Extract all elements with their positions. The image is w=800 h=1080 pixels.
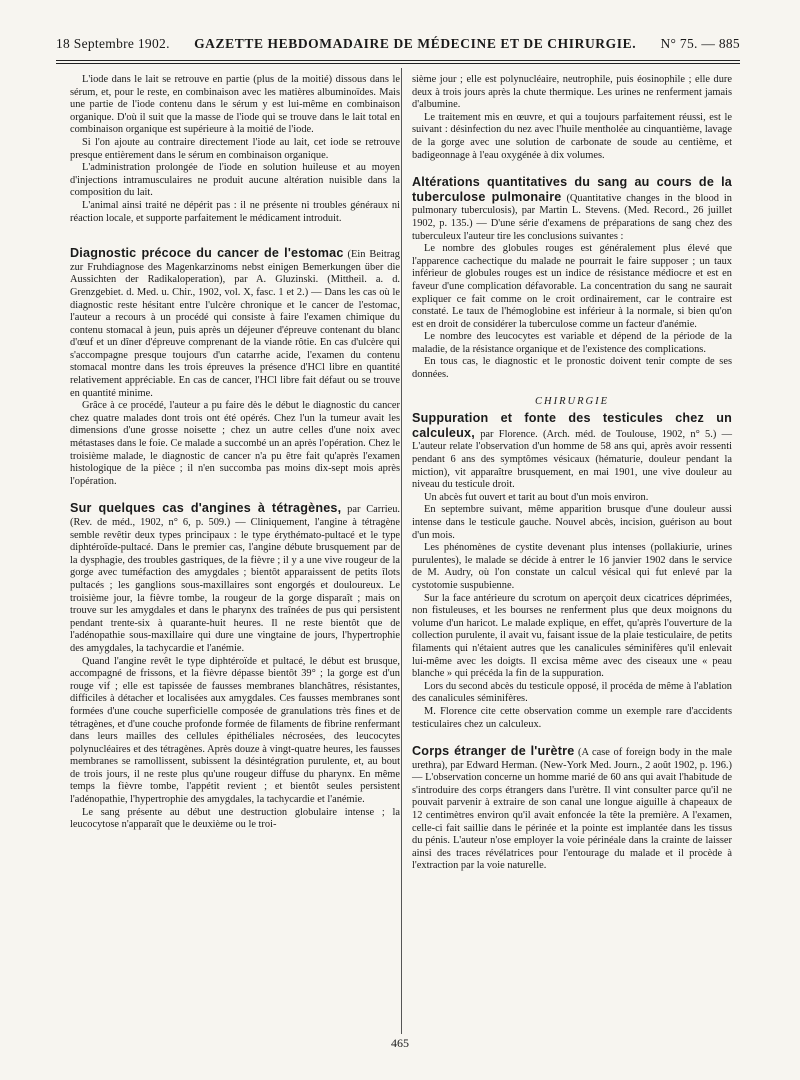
article-lead: par Florence. (Arch. méd. de Toulouse, 1902, n° 5.) — L'auteur relate l'observation d'un homme de 58 ans qui, après avoir ressenti pendant 6 ans des symptômes vésicaux (hématurie, douleur pendant la miction), vit apparaître brusquement, en mai 1901, une vive douleur au niveau du testicule droit.	[412, 428, 732, 491]
header-issue-number: N° 75. — 885	[660, 36, 740, 51]
section-rubric-chirurgie: CHIRURGIE	[535, 395, 609, 407]
article-urethra-foreign-body	[412, 745, 732, 873]
paragraph: Lors du second abcès du testicule opposé, il procéda de même à l'ablation des canalicules séminifères.	[412, 680, 732, 705]
article-blood-tuberculosis	[412, 176, 732, 382]
article-title: Sur quelques cas d'angines à tétragènes,	[70, 501, 342, 516]
running-header	[56, 36, 740, 58]
paragraph: Si l'on ajoute au contraire directement l'iode au lait, cet iode se retrouve presque entièrement dans le sérum en combinaison organique.	[70, 136, 400, 161]
article-title: Corps étranger de l'urètre	[412, 744, 575, 759]
paragraph: L'administration prolongée de l'iode en solution huileuse et au moyen d'injections intramusculaires ne produit aucune altération nuisible dans la composition du lait.	[70, 162, 400, 199]
paragraph: L'animal ainsi traité ne dépérit pas : il ne présente ni troubles généraux ni réaction locale, et supporte parfaitement le médicament introduit.	[70, 199, 400, 224]
article-tetragenes-angina	[70, 502, 400, 831]
article-lead: par Carrieu. (Rev. de méd., 1902, n° 6, p. 509.) — Cliniquement, l'angine à tétragène semble revêtir deux types principaux : le type érythémato-pultacé et le type diphtéroïde-pultacé. Dans le premier cas, l'angine débute brusquement par de la dysphagie, des troubles gastriques, de la fièvre ; il y a une vive rougeur de la gorge avec tuméfaction des amygdales ; bientôt apparaissent de petits îlots pultacés ; les ganglions sous-maxillaires sont engorgés et douloureux. Le troisième jour, la fièvre tombe, la rougeur de la gorge disparaît ; mais on trouve sur les amygdales et dans le pharynx des traînées de pus qui persistent pendant trente-six à quarante-huit heures. Il ne reste bientôt que de l'adénopathie sous-maxillaire qui dure une vingtaine de jours, l'hypertrophie des amygdales, la tachycardie et l'anémie.	[70, 504, 400, 654]
paragraph: Le nombre des globules rouges est généralement plus élevé que l'apparence cachectique du malade ne pourrait le faire supposer ; un taux inférieur de globules rouges est un indice de résistance médiocre et est en faveur d'une complication défavorable. La concentration du sang ne saurait expliquer ce fait comme on le croit ordinairement, car le contraire est constaté. Le taux de l'hémoglobine est inférieur à la normale, si bien qu'on est en droit de considérer la tuberculose comme un facteur d'anémie.	[412, 243, 732, 330]
article-gastric-cancer	[70, 247, 400, 488]
column-divider	[401, 68, 402, 1034]
article-testicles-suppuration	[412, 412, 732, 731]
article-title: Diagnostic précoce du cancer de l'estomac	[70, 246, 344, 261]
paragraph: L'iode dans le lait se retrouve en partie (plus de la moitié) dissous dans le sérum, et, pour le reste, en combinaison avec les matières albuminoïdes. Mais une partie de l'iode contenu dans le sérum y est lui-même en combinaison organique. D'où il suit que la masse de l'iode qui se trouve dans le lait total en combinaison organique est supérieure à la moitié de l'iode.	[70, 74, 400, 136]
paragraph: Le traitement mis en œuvre, et qui a toujours parfaitement réussi, est le suivant : désinfection du nez avec l'huile mentholée au cinquantième, lavage de la gorge avec une solution de carbonate de soude au centième, et badigeonnage à l'eau oxygénée à dix volumes.	[412, 111, 732, 161]
paragraph: Quand l'angine revêt le type diphtéroïde et pultacé, le début est brusque, accompagné de frissons, et la fièvre dépasse bientôt 39° ; la gorge est d'un rouge vif ; elle est tapissée de fausses membranes blanchâtres, résistantes, difficiles à détacher et localisées aux amygdales. Ces fausses membranes sont formées d'une couche superficielle composée de granulations très fines et de tétragènes, et d'une couche profonde formée de filaments de fibrine renfermant dans leurs mailles des cellules épithéliales nécrosées, des leucocytes polynucléaires et des tétragènes. Après douze à vingt-quatre heures, les fausses membranes se ramollissent, subissent la désintégration purulente, et, au bout de trois jours, il ne reste plus qu'une rougeur diffuse du pharynx. En même temps la fièvre tombe, l'appétit revient ; et bientôt seules persistent l'adénopathie, l'hypertrophie des amygdales, la tachycardie et l'anémie.	[70, 655, 400, 806]
article-lead: (Quantitative changes in the blood in pulmonary tuberculosis), par Martin L. Stevens. (Med. Record., 26 juillet 1902, p. 135.) — D'une série d'examens de préparations de sang chez des tuberculeux l'auteur tire les conclusions suivantes :	[412, 192, 732, 242]
article-lead: (Ein Beitrag zur Fruhdiagnose des Magenkarzinoms nebst einigen Bemerkungen über die Aussichten der Radikaloperation), par A. Gluzinski. (Mittheil. a. d. Grenzgebiet. d. Med. u. Chir., 1902, vol. X, fasc. 1 et 2.) — Dans les cas où le diagnostic reste hésitant entre l'ulcère chronique et le cancer de l'estomac, l'auteur a recours à un procédé qui consiste à faire l'examen chimique du contenu stomacal à jeun, puis après un déjeuner d'épreuve contenant du blanc d'œuf et un dîner d'épreuve comprenant de la viande rôtie. En cas d'ulcère qui s'accompagne presque toujours d'un catarrhe acide, l'examen du contenu stomacal montre dans les trois épreuves la présence d'HCl libre en quantité relativement appréciable. En cas de cancer, l'HCl libre fait défaut ou se trouve en quantité minime.	[70, 249, 400, 399]
article-lead: (A case of foreign body in the male urethra), par Edward Herman. (New-York Med. Journ., 2 août 1902, p. 196.) — L'observation concerne un homme marié de 60 ans qui avait l'habitude de s'introduire des corps étrangers dans l'urètre. Il vint consulter parce qu'il ne pouvait parvenir à extraire de son canal une longue aiguille à chapeaux de 12 centimètres environ qu'il avait enfoncée la tête la première. A l'examen, celle-ci fait saillie dans le périnée et la pointe est implantée dans les tissus du pénis. L'auteur n'ose employer la voie périnéale dans la crainte de laisser ainsi des traces révélatrices pour l'entourage du malade et il procède à l'extraction par la voie naturelle.	[412, 747, 732, 872]
right-column	[412, 74, 732, 873]
paragraph: M. Florence cite cette observation comme un exemple rare d'accidents testiculaires chez un calculeux.	[412, 705, 732, 730]
article-title: Suppuration et fonte des testicules chez un calculeux,	[412, 411, 732, 440]
paragraph: En septembre suivant, même apparition brusque d'une douleur aussi intense dans le testicule gauche. Nouvel abcès, incision, guérison au bout d'un mois.	[412, 504, 732, 541]
paragraph: Un abcès fut ouvert et tarit au bout d'un mois environ.	[424, 491, 649, 503]
left-column	[70, 74, 400, 832]
paragraph: En tous cas, le diagnostic et le pronostic doivent tenir compte de ses données.	[412, 356, 732, 381]
header-rule	[56, 60, 740, 64]
paragraph: Grâce à ce procédé, l'auteur a pu faire dès le début le diagnostic du cancer chez quatre malades dont trois ont été opérés. Chez l'un la tumeur avait les dimensions d'une grosse noisette ; chez un autre celles d'une noix avec métastases dans le foie. Ce malade a succombé un an après l'opération. Chez le troisième malade, le diagnostic de cancer n'a pu être fait qu'après l'examen histologique de la pièce ; il n'en succomba pas moins dix-sept mois après l'opération.	[70, 400, 400, 487]
paragraph: Le sang présente au début une destruction globulaire intense ; la leucocytose n'apparaît que le deuxième ou le troi-	[70, 806, 400, 831]
article-title: Altérations quantitatives du sang au cours de la tuberculose pulmonaire	[412, 175, 732, 204]
paragraph: Sur la face antérieure du scrotum on aperçoit deux cicatrices déprimées, non fistuleuses, et les bourses ne renferment plus que deux moignons du volume d'un haricot. Le malade explique, en effet, qu'après l'ouverture de la collection purulente, il avait vu, faisant issue de la plaie testiculaire, de petits filaments qui n'étaient autres que les canalicules séminifères qu'il enlevait lui-même avec les doigts. Il excisa même avec des ciseaux une « peau blanche » qui précéda la fin de la suppuration.	[412, 592, 732, 680]
header-journal-title: GAZETTE HEBDOMADAIRE DE MÉDECINE ET DE CHIRURGIE.	[194, 36, 637, 51]
paragraph: Les phénomènes de cystite devenant plus intenses (pollakiurie, urines purulentes), le malade se décide à entrer le 16 janvier 1902 dans le service de M. Audry, où l'on constate un calcul vésical qui fut enlevé par la cystotomie suspubienne.	[412, 542, 732, 591]
paragraph: sième jour ; elle est polynucléaire, neutrophile, puis éosinophile ; elle dure deux à trois jours après la chute thermique. Les urines ne renferment jamais d'albumine.	[412, 74, 732, 111]
header-date: 18 Septembre 1902.	[56, 36, 170, 51]
page-number: 465	[391, 1036, 409, 1050]
paragraph: Le nombre des leucocytes est variable et dépend de la période de la maladie, de la résistance organique et de l'existence des complications.	[412, 331, 732, 355]
